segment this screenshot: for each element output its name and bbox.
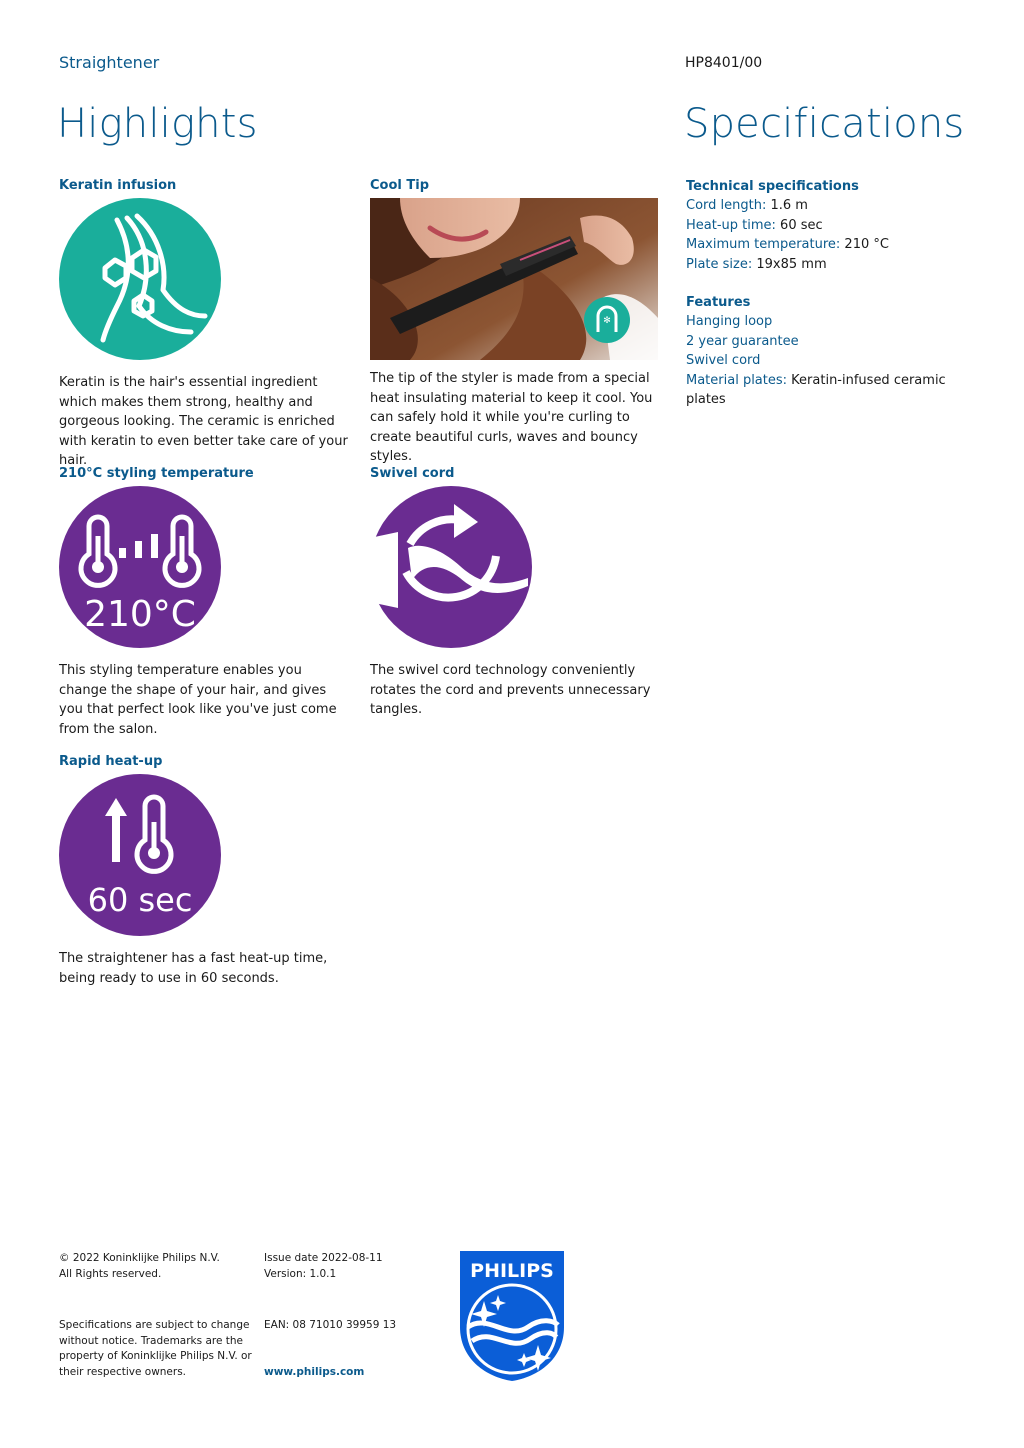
feature-title: Swivel cord xyxy=(370,466,455,481)
feature-title: 210°C styling temperature xyxy=(59,466,254,481)
specifications-panel xyxy=(686,177,976,409)
disclaimer-line-2: without notice. Trademarks are the xyxy=(59,1334,243,1347)
specifications-title: Specifications xyxy=(684,101,965,147)
feature-rapid-heat-up xyxy=(59,754,351,988)
product-category: Straightener xyxy=(59,53,160,72)
feature-description: The swivel cord technology conveniently rotates the cord and prevents unnecessary tangles. xyxy=(370,663,651,717)
spec-row-cord-length xyxy=(686,196,976,215)
feature-styling-temperature xyxy=(59,466,351,739)
spec-value: 1.6 m xyxy=(770,198,808,214)
spec-label: Hanging loop xyxy=(686,314,773,330)
feature-description: Keratin is the hair's essential ingredient which makes them strong, healthy and gorgeous looking. The ceramic is enriched with keratin to even better take care of your hair. xyxy=(59,375,348,468)
spec-label: Swivel cord xyxy=(686,353,761,369)
logo-text: PHILIPS xyxy=(470,1260,554,1282)
website-link[interactable]: www.philips.com xyxy=(264,1366,365,1378)
temperature-icon xyxy=(59,486,221,648)
disclaimer-line-3: property of Koninklijke Philips N.V. or xyxy=(59,1350,252,1363)
feature-cool-tip xyxy=(370,178,662,467)
footer-ean xyxy=(264,1318,434,1334)
disclaimer-line-4: their respective owners. xyxy=(59,1365,187,1378)
model-number: HP8401/00 xyxy=(685,55,763,71)
spec-label: Maximum temperature: xyxy=(686,237,841,253)
spec-row-plate-size xyxy=(686,255,976,274)
version: Version: 1.0.1 xyxy=(264,1267,337,1280)
spec-label: Heat-up time: xyxy=(686,217,776,233)
spec-label: 2 year guarantee xyxy=(686,333,799,349)
footer-disclaimer xyxy=(59,1318,259,1380)
ean-code: EAN: 08 71010 39959 13 xyxy=(264,1319,397,1331)
feature-title: Rapid heat-up xyxy=(59,754,163,769)
issue-date: Issue date 2022-08-11 xyxy=(264,1252,383,1264)
feature-title: Cool Tip xyxy=(370,178,430,193)
heat-up-icon-text: 60 sec xyxy=(87,881,193,919)
heat-up-icon xyxy=(59,774,221,936)
feature-row-hanging-loop xyxy=(686,312,976,331)
keratin-icon xyxy=(59,198,221,360)
spec-label: Plate size: xyxy=(686,256,753,272)
feature-description: The straightener has a fast heat-up time, being ready to use in 60 seconds. xyxy=(59,951,328,986)
spec-row-heat-up-time xyxy=(686,216,976,235)
feature-title: Keratin infusion xyxy=(59,178,177,193)
spec-value: 60 sec xyxy=(780,217,823,233)
philips-shield-logo xyxy=(458,1249,566,1383)
spec-row-max-temperature xyxy=(686,235,976,254)
feature-description: This styling temperature enables you change the shape of your hair, and gives you that perfect look like you've just come from the salon. xyxy=(59,663,337,737)
features-heading: Features xyxy=(686,295,751,311)
copyright-line-2: All Rights reserved. xyxy=(59,1267,162,1280)
swivel-cord-icon xyxy=(370,486,532,648)
spec-value: 19x85 mm xyxy=(756,256,827,272)
footer-website xyxy=(264,1365,434,1381)
technical-specs-heading: Technical specifications xyxy=(686,179,859,194)
feature-row-swivel-cord xyxy=(686,351,976,370)
copyright-line-1: © 2022 Koninklijke Philips N.V. xyxy=(59,1252,220,1264)
feature-swivel-cord xyxy=(370,466,662,720)
spec-value: 210 °C xyxy=(844,237,889,253)
cool-tip-photo xyxy=(370,198,658,360)
footer-copyright xyxy=(59,1251,249,1282)
feature-description: The tip of the styler is made from a special heat insulating material to keep it cool. You can safely hold it while you're curling to create beautiful curls, waves and bouncy styles. xyxy=(370,371,653,464)
spec-value: Keratin-infused ceramic plates xyxy=(686,372,946,408)
footer-issue-info xyxy=(264,1251,434,1282)
temperature-icon-text: 210°C xyxy=(84,594,196,635)
highlights-title: Highlights xyxy=(57,101,258,147)
feature-keratin-infusion xyxy=(59,178,351,471)
svg-text:✻: ✻ xyxy=(603,316,611,326)
feature-row-guarantee xyxy=(686,332,976,351)
feature-row-material-plates xyxy=(686,371,976,410)
disclaimer-line-1: Specifications are subject to change xyxy=(59,1319,250,1331)
spec-label: Cord length: xyxy=(686,198,767,214)
spec-label: Material plates: xyxy=(686,372,788,388)
